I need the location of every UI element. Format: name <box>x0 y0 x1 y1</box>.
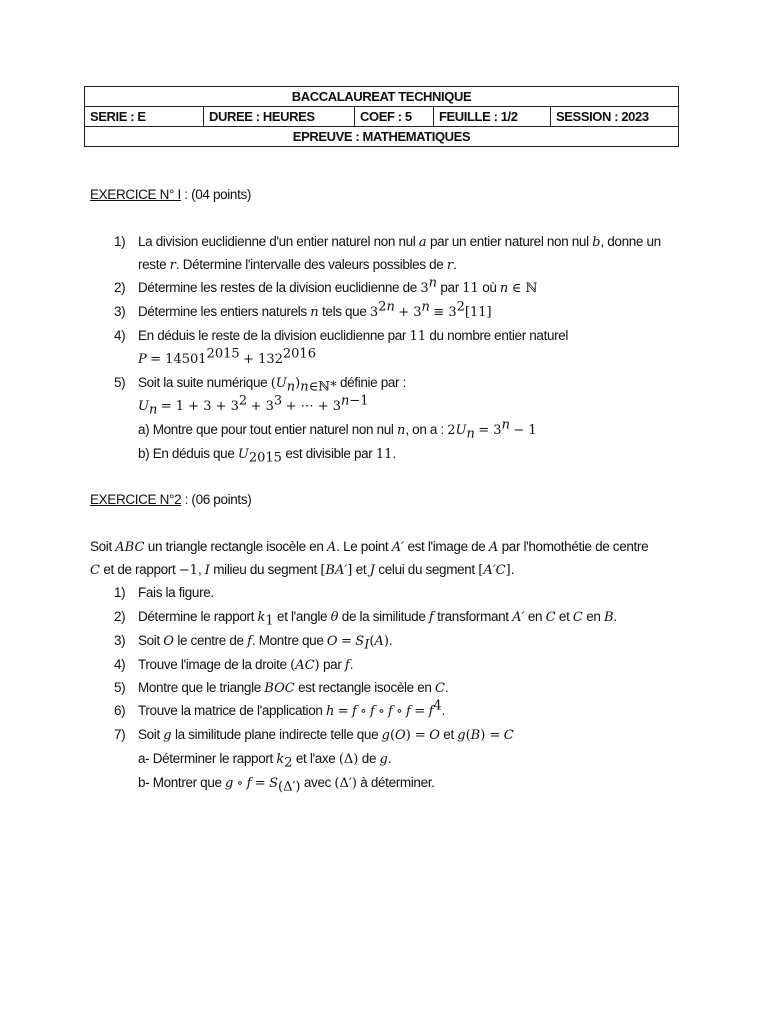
session-cell: SESSION : 2023 <box>551 107 679 127</box>
ex1-item-2-num: 2) <box>114 280 126 295</box>
exercise-2-points: : (06 points) <box>181 492 252 507</box>
exercise-2-title: EXERCICE N°2 <box>90 492 182 507</box>
ex1-item-1: La division euclidienne d'un entier naturel non nul a par un entier naturel non nul b, donne un <box>138 234 661 250</box>
exam-header-table <box>84 86 679 147</box>
ex2-item-5-num: 5) <box>114 680 126 695</box>
ex1-item-5a: a) Montre que pour tout entier naturel non nul n, on a : $2U_n = 3^n - 1$ <box>138 417 537 442</box>
ex2-item-7: Soit g la similitude plane indirecte telle que g(O) = O et g(B) = C <box>138 727 514 743</box>
ex1-item-5: Soit la suite numérique $(U_n)_{n\in ℕ*}$ définie par : <box>138 375 406 395</box>
ex2-item-6: Trouve la matrice de l'application h = f ∘ f ∘ f ∘ $f = f^4$. <box>138 698 446 719</box>
ex1-item-4-formula: $P = 14501^{2015} + 132^{2016}$ <box>138 346 316 367</box>
ex2-intro: Soit ABC un triangle rectangle isocèle en A. Le point A′ est l'image de A par l'homothétie de centre <box>90 539 649 555</box>
ex2-item-3: Soit O le centre de f. Montre que $O = S_I(A)$. <box>138 633 393 653</box>
exercise-2-heading <box>90 489 251 510</box>
ex2-item-4: Trouve l'image de la droite (AC) par f. <box>138 657 354 673</box>
ex2-item-1-num: 1) <box>114 585 126 600</box>
serie-cell: SERIE : E <box>85 107 204 127</box>
ex2-item-2-num: 2) <box>114 609 126 624</box>
ex1-item-4-num: 4) <box>114 328 126 343</box>
ex1-item-1-num: 1) <box>114 234 126 249</box>
ex1-item-3: Détermine les entiers naturels n tels que $3^{2n} + 3^n \equiv 3^2[11]$ <box>138 299 492 320</box>
ex1-item-1-cont: reste r. Détermine l'intervalle des valeurs possibles de r. <box>138 257 457 273</box>
exercise-1-title: EXERCICE N° I <box>90 187 181 202</box>
ex1-item-3-num: 3) <box>114 304 126 319</box>
ex2-item-2: Détermine le rapport $k_1$ et l'angle θ de la similitude f transformant A′ en C et C en B. <box>138 609 617 629</box>
ex2-item-7b: b- Montrer que g ∘ $f = S_{(\Delta')}$ avec (Δ′) à déterminer. <box>138 775 435 795</box>
exam-title: BACCALAUREAT TECHNIQUE <box>85 87 679 107</box>
ex1-item-2: Détermine les restes de la division euclidienne de 3$^n$ par 11 où n ∈ ℕ <box>138 275 538 296</box>
ex1-item-5b: b) En déduis que $U_{2015}$ est divisible par 11. <box>138 446 396 466</box>
ex1-item-4: En déduis le reste de la division euclidienne par 11 du nombre entier naturel <box>138 328 569 344</box>
ex2-item-3-num: 3) <box>114 633 126 648</box>
ex1-item-5-num: 5) <box>114 375 126 390</box>
duree-cell: DUREE : HEURES <box>204 107 355 127</box>
exercise-1-points: : (04 points) <box>180 187 252 202</box>
ex2-intro-cont: C et de rapport −1, I milieu du segment [BA′] et J celui du segment [A′C]. <box>90 562 515 578</box>
ex2-item-4-num: 4) <box>114 657 126 672</box>
ex2-item-7a: a- Déterminer le rapport $k_2$ et l'axe (Δ) de g. <box>138 751 392 771</box>
ex2-item-6-num: 6) <box>114 703 126 718</box>
ex2-item-5: Montre que le triangle BOC est rectangle isocèle en C. <box>138 680 449 696</box>
ex2-item-7-num: 7) <box>114 727 126 742</box>
coef-cell: COEF : 5 <box>355 107 434 127</box>
feuille-cell: FEUILLE : 1/2 <box>434 107 551 127</box>
exercise-1-heading <box>90 184 251 205</box>
epreuve-cell: EPREUVE : MATHEMATIQUES <box>85 127 679 147</box>
ex1-item-5-formula: $U_n = 1 + 3 + 3^2 + 3^3$ + ⋯ + $3^{n-1}$ <box>138 393 369 418</box>
ex2-item-1: Fais la figure. <box>138 585 214 600</box>
